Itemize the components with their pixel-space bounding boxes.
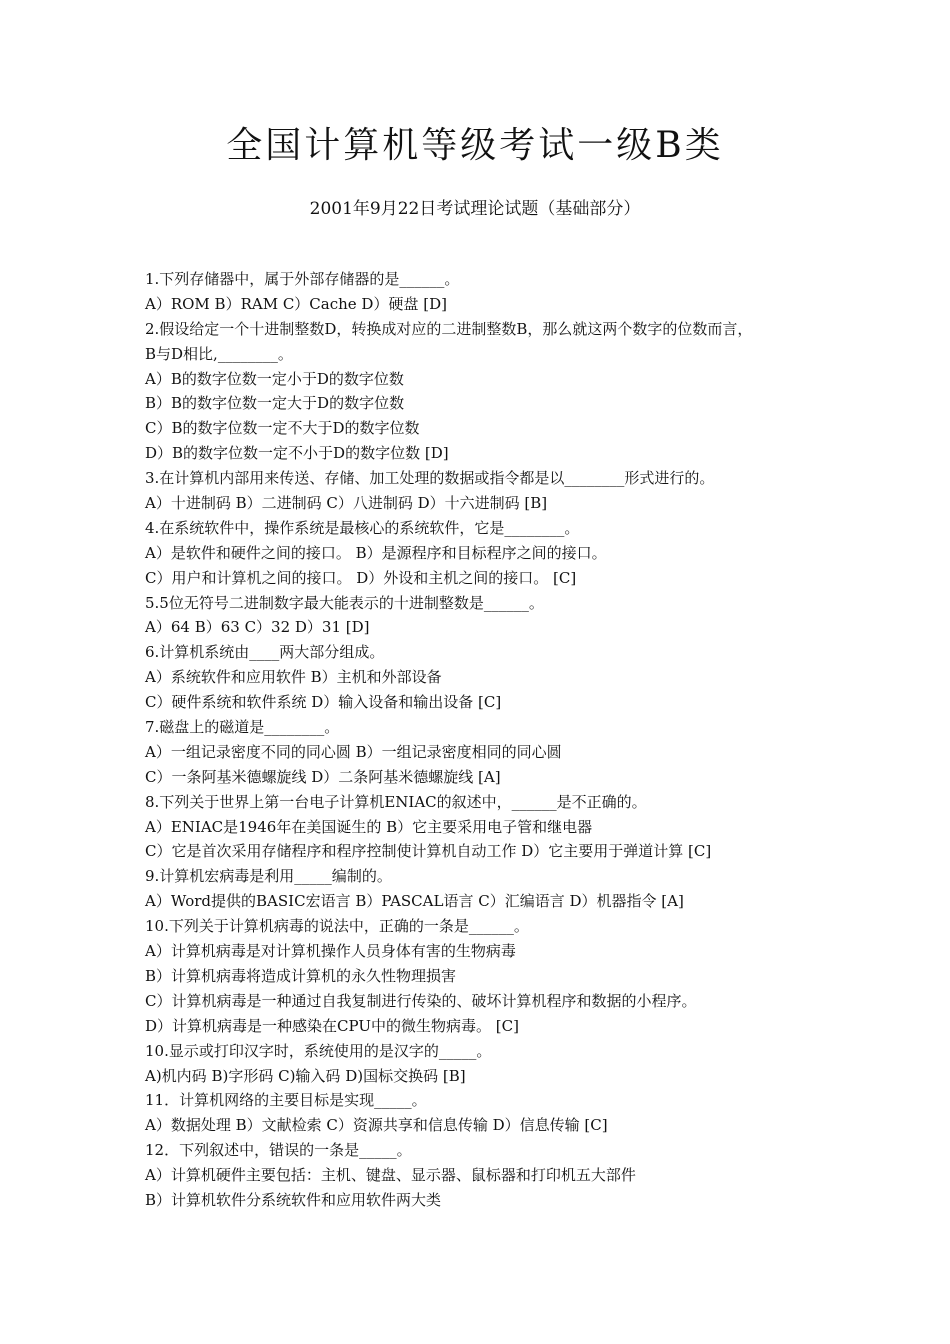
text-line: A）数据处理 B）文献检索 C）资源共享和信息传输 D）信息传输 [C]: [145, 1116, 608, 1135]
text-line: A）计算机病毒是对计算机操作人员身体有害的生物病毒: [145, 942, 516, 961]
text-line: 9.计算机宏病毒是利用_____编制的。: [145, 867, 392, 886]
text-line: C）一条阿基米德螺旋线 D）二条阿基米德螺旋线 [A]: [145, 767, 501, 786]
text-line: 10.显示或打印汉字时，系统使用的是汉字的_____。: [145, 1041, 492, 1060]
text-line: A）64 B）63 C）32 D）31 [D]: [145, 618, 370, 637]
text-line: A）计算机硬件主要包括：主机、键盘、显示器、鼠标器和打印机五大部件: [145, 1166, 636, 1185]
text-line: B）计算机软件分系统软件和应用软件两大类: [145, 1190, 442, 1209]
text-line: B）计算机病毒将造成计算机的永久性物理损害: [145, 966, 457, 985]
text-line: D）计算机病毒是一种感染在CPU中的微生物病毒。 [C]: [145, 1016, 519, 1035]
text-line: A）一组记录密度不同的同心圆 B）一组记录密度相同的同心圆: [145, 742, 562, 761]
text-line: A）是软件和硬件之间的接口。 B）是源程序和目标程序之间的接口。: [145, 543, 607, 562]
text-line: A）Word提供的BASIC宏语言 B）PASCAL语言 C）汇编语言 D）机器指令 [A]: [145, 892, 684, 911]
text-line: 10.下列关于计算机病毒的说法中，正确的一条是______。: [145, 917, 529, 936]
text-line: A）系统软件和应用软件 B）主机和外部设备: [145, 668, 442, 687]
text-line: 12．下列叙述中，错误的一条是_____。: [145, 1141, 412, 1160]
text-line: B与D相比,________。: [145, 344, 293, 363]
text-line: C）B的数字位数一定不大于D的数字位数: [145, 419, 420, 438]
page-title: 全国计算机等级考试一级B类: [226, 125, 724, 166]
text-line: 5.5位无符号二进制数字最大能表示的十进制整数是______。: [145, 593, 544, 612]
page-subtitle: 2001年9月22日考试理论试题（基础部分）: [309, 199, 641, 219]
text-line: A）B的数字位数一定小于D的数字位数: [145, 369, 404, 388]
text-line: A）ENIAC是1946年在美国诞生的 B）它主要采用电子管和继电器: [145, 817, 593, 836]
text-line: 7.磁盘上的磁道是________。: [145, 718, 340, 737]
text-line: 4.在系统软件中，操作系统是最核心的系统软件，它是________。: [145, 518, 580, 537]
text-line: 11．计算机网络的主要目标是实现_____。: [145, 1091, 427, 1110]
text-line: C）硬件系统和软件系统 D）输入设备和输出设备 [C]: [145, 693, 502, 712]
text-line: C）它是首次采用存储程序和程序控制使计算机自动工作 D）它主要用于弹道计算 [C]: [145, 842, 712, 861]
text-line: 6.计算机系统由____两大部分组成。: [145, 643, 385, 662]
text-line: B）B的数字位数一定大于D的数字位数: [145, 394, 405, 413]
text-line: C）用户和计算机之间的接口。 D）外设和主机之间的接口。 [C]: [145, 568, 577, 587]
text-line: C）计算机病毒是一种通过自我复制进行传染的、破坏计算机程序和数据的小程序。: [145, 991, 697, 1010]
text-line: 1.下列存储器中，属于外部存储器的是______。: [145, 270, 460, 288]
text-line: A）十进制码 B）二进制码 C）八进制码 D）十六进制码 [B]: [145, 494, 548, 513]
text-line: D）B的数字位数一定不小于D的数字位数 [D]: [145, 444, 449, 463]
text-line: 2.假设给定一个十进制整数D，转换成对应的二进制整数B，那么就这两个数字的位数而言，: [145, 319, 753, 338]
text-line: 8.下列关于世界上第一台电子计算机ENIAC的叙述中，______是不正确的。: [145, 792, 647, 811]
question-list: [145, 267, 835, 1213]
text-line: A)机内码 B)字形码 C)输入码 D)国标交换码 [B]: [145, 1066, 466, 1085]
text-line: A）ROM B）RAM C）Cache D）硬盘 [D]: [145, 294, 447, 313]
text-line: 3.在计算机内部用来传送、存储、加工处理的数据或指令都是以________形式进行的。: [145, 469, 715, 488]
